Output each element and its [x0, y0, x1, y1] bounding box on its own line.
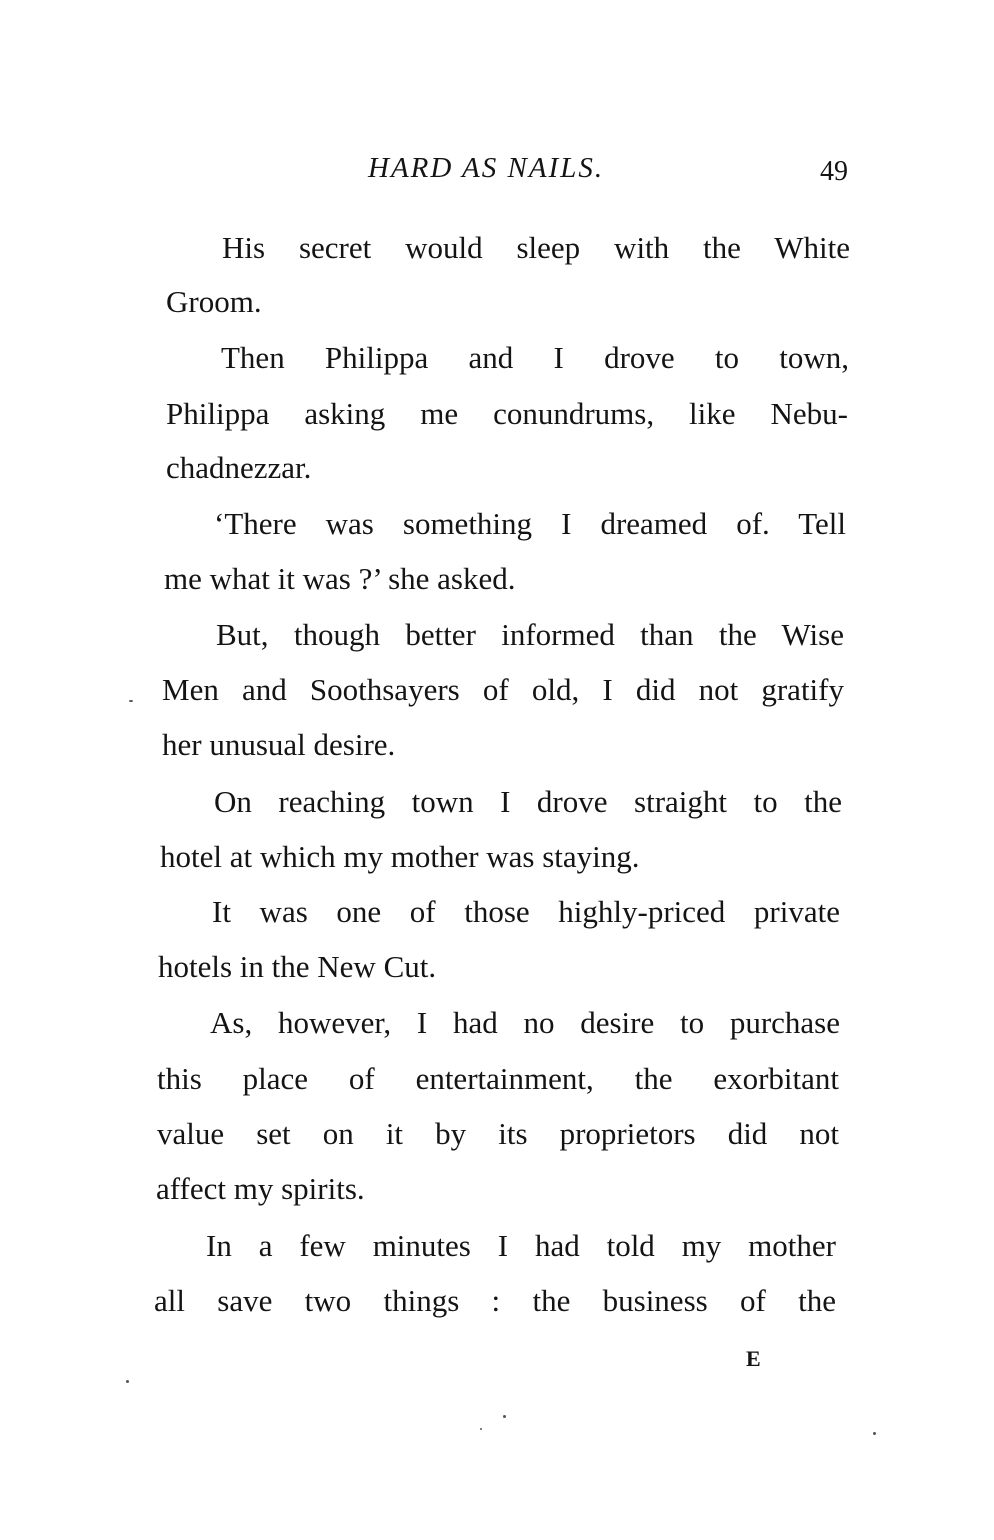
speck — [480, 1428, 482, 1430]
text-line: Groom. — [166, 284, 262, 319]
text-line: His secret would sleep with the White — [222, 230, 850, 265]
text-line: On reaching town I drove straight to the — [214, 784, 842, 819]
text-line: all save two things : the business of the — [154, 1283, 836, 1318]
speck — [873, 1432, 876, 1435]
running-title: HARD AS NAILS. — [368, 152, 605, 184]
text-line: affect my spirits. — [156, 1171, 365, 1206]
text-line: this place of entertainment, the exorbitant — [157, 1061, 839, 1096]
text-line: Philippa asking me conundrums, like Nebu- — [166, 396, 848, 431]
text-line: As, however, I had no desire to purchase — [210, 1005, 840, 1040]
text-line: Men and Soothsayers of old, I did not gratify — [162, 672, 844, 707]
speck — [503, 1415, 506, 1418]
text-line: But, though better informed than the Wise — [216, 617, 844, 652]
running-head — [150, 152, 850, 192]
text-line: hotel at which my mother was staying. — [160, 839, 640, 874]
text-line: In a few minutes I had told my mother — [206, 1228, 836, 1263]
text-line: It was one of those highly-priced private — [212, 894, 840, 929]
text-line: Then Philippa and I drove to town, — [221, 340, 849, 375]
signature-mark: E — [746, 1346, 761, 1371]
page-number: 49 — [820, 156, 848, 187]
text-line: value set on it by its proprietors did not — [157, 1116, 839, 1151]
text-line: ‘There was something I dreamed of. Tell — [214, 506, 846, 541]
text-line: chadnezzar. — [166, 450, 312, 485]
speck — [129, 700, 133, 702]
text-line: her unusual desire. — [162, 727, 396, 762]
text-line: hotels in the New Cut. — [158, 949, 437, 984]
text-line: me what it was ?’ she asked. — [164, 561, 516, 596]
speck — [126, 1380, 129, 1383]
